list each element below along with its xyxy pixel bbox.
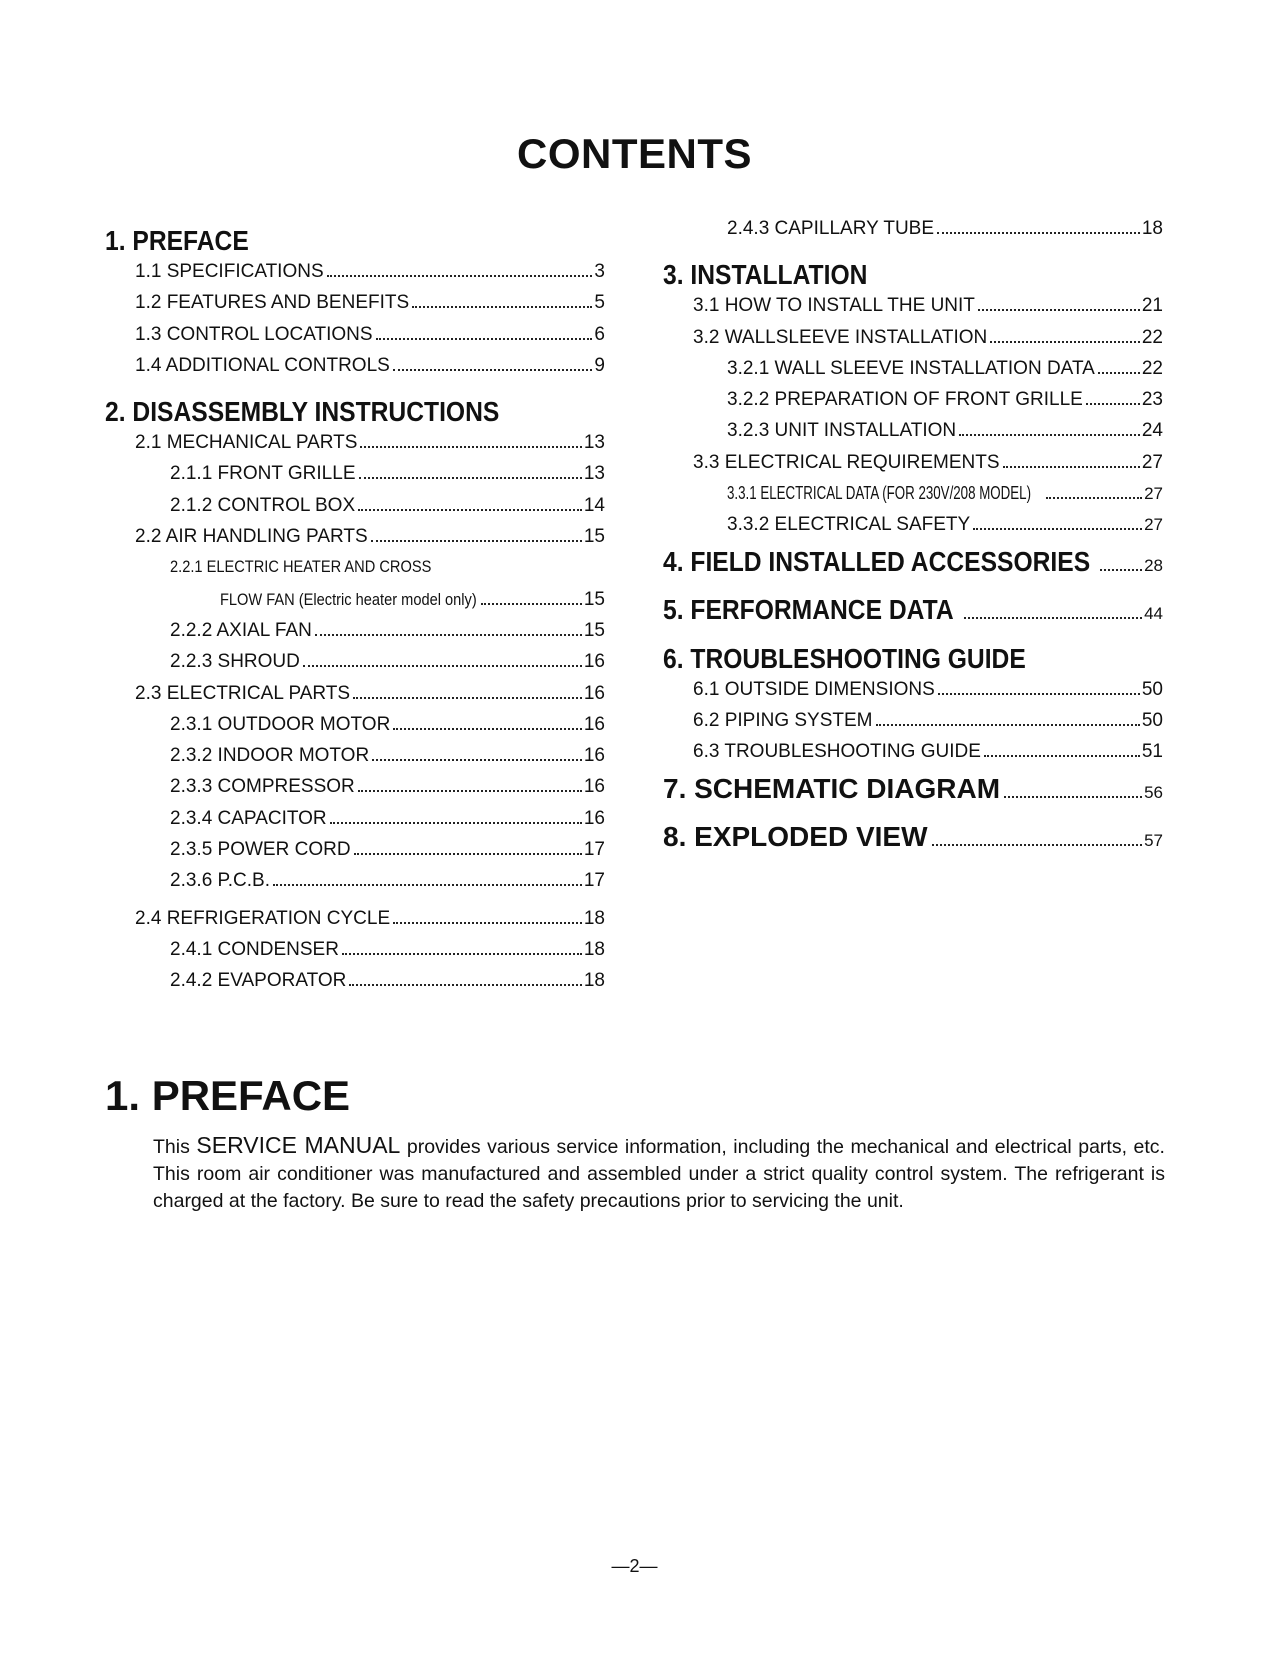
toc-entry-label: 3.2.1 WALL SLEEVE INSTALLATION DATA bbox=[727, 357, 1095, 379]
toc-entry-label: 3.3.2 ELECTRICAL SAFETY bbox=[727, 514, 971, 536]
toc-entry[interactable] bbox=[663, 741, 1163, 772]
toc-leader bbox=[959, 434, 1140, 436]
toc-entry-label: 2.3.2 INDOOR MOTOR bbox=[170, 745, 370, 767]
toc-entry-page: 16 bbox=[583, 776, 605, 798]
toc-entry-label: 3.1 HOW TO INSTALL THE UNIT bbox=[693, 295, 975, 317]
toc-leader bbox=[342, 953, 582, 955]
toc-entry-page: 16 bbox=[583, 807, 605, 829]
toc-entry-page: 57 bbox=[1144, 830, 1163, 850]
toc-entry-label: 2.3.1 OUTDOOR MOTOR bbox=[170, 713, 391, 735]
toc-entry[interactable] bbox=[105, 839, 605, 870]
toc-entry-page: 13 bbox=[583, 432, 605, 454]
toc-entry-page: 3 bbox=[594, 261, 605, 282]
toc-entry-page: 16 bbox=[583, 682, 605, 704]
toc-entry[interactable] bbox=[105, 620, 605, 651]
toc-entry[interactable] bbox=[105, 261, 605, 292]
toc-entry-label: 2.2.3 SHROUD bbox=[170, 651, 300, 673]
toc-leader bbox=[273, 884, 582, 886]
toc-entry[interactable] bbox=[663, 679, 1163, 710]
toc-right-column bbox=[663, 218, 1163, 864]
toc-entry-page: 15 bbox=[583, 588, 605, 610]
toc-leader bbox=[303, 665, 582, 667]
toc-entry[interactable] bbox=[105, 557, 605, 588]
toc-entry[interactable] bbox=[105, 292, 605, 323]
toc-entry-label: 1.3 CONTROL LOCATIONS bbox=[135, 323, 373, 345]
toc-leader bbox=[330, 822, 582, 824]
toc-entry-page: 28 bbox=[1144, 555, 1163, 575]
toc-entry-label: 1.4 ADDITIONAL CONTROLS bbox=[135, 354, 390, 376]
toc-entry-label: 6.2 PIPING SYSTEM bbox=[693, 709, 873, 731]
toc-section-label: 8. EXPLODED VIEW bbox=[663, 820, 928, 852]
toc-entry-label: 2.1.1 FRONT GRILLE bbox=[170, 463, 356, 485]
toc-entry-label: 2.1.2 CONTROL BOX bbox=[170, 494, 356, 516]
page-number: —2— bbox=[611, 1556, 658, 1576]
toc-entry-label: 2.4 REFRIGERATION CYCLE bbox=[135, 907, 391, 929]
toc-entry[interactable] bbox=[663, 710, 1163, 741]
toc-entry-page: 15 bbox=[583, 526, 605, 548]
toc-entry-label: 2.3.5 POWER CORD bbox=[170, 839, 351, 861]
toc-section-heading: 2. DISASSEMBLY INSTRUCTIONS bbox=[105, 396, 500, 428]
toc-leader bbox=[349, 984, 582, 986]
toc-entry[interactable] bbox=[105, 908, 605, 939]
toc-entry[interactable] bbox=[663, 420, 1163, 451]
toc-leader bbox=[359, 477, 582, 479]
toc-leader bbox=[393, 369, 593, 371]
toc-leader bbox=[412, 306, 592, 308]
page-title: CONTENTS bbox=[517, 130, 752, 177]
toc-entry-page: 6 bbox=[594, 323, 605, 345]
toc-entry-label: 3.3.1 ELECTRICAL DATA (FOR 230V/208 MODEL) bbox=[727, 483, 1032, 504]
toc-entry[interactable] bbox=[105, 714, 605, 745]
toc-leader bbox=[376, 338, 593, 340]
toc-entry-page: 14 bbox=[583, 494, 605, 516]
toc-entry-page: 50 bbox=[1141, 709, 1163, 731]
toc-leader bbox=[358, 790, 582, 792]
toc-leader bbox=[973, 528, 1142, 530]
toc-leader bbox=[393, 922, 582, 924]
toc-section-entry[interactable] bbox=[663, 546, 1163, 594]
toc-entry-page: 27 bbox=[1141, 451, 1163, 473]
toc-leader bbox=[393, 728, 582, 730]
toc-entry-page: 18 bbox=[1141, 218, 1163, 239]
toc-entry[interactable] bbox=[105, 432, 605, 463]
toc-entry-page: 24 bbox=[1141, 420, 1163, 442]
toc-leader bbox=[1046, 497, 1142, 499]
toc-entry[interactable] bbox=[105, 589, 605, 620]
toc-entry[interactable] bbox=[105, 495, 605, 526]
toc-leader bbox=[984, 755, 1140, 757]
toc-entry-label: 3.2.2 PREPARATION OF FRONT GRILLE bbox=[727, 389, 1083, 411]
toc-entry-page: 17 bbox=[583, 870, 605, 892]
toc-entry-label: 1.1 SPECIFICATIONS bbox=[135, 261, 324, 282]
toc-entry-page: 13 bbox=[583, 463, 605, 485]
toc-entry-page: 5 bbox=[594, 292, 605, 314]
toc-entry-page: 44 bbox=[1144, 603, 1163, 623]
preface-heading: 1. PREFACE bbox=[105, 1072, 351, 1119]
toc-entry-label: 2.3.6 P.C.B. bbox=[170, 870, 270, 892]
toc-leader bbox=[978, 309, 1140, 311]
toc-entry[interactable] bbox=[105, 683, 605, 714]
toc-entry-page: 16 bbox=[583, 745, 605, 767]
toc-leader bbox=[938, 693, 1140, 695]
toc-leader bbox=[932, 844, 1143, 846]
toc-entry[interactable] bbox=[105, 526, 605, 557]
toc-section-heading: 6. TROUBLESHOOTING GUIDE bbox=[663, 642, 1026, 674]
toc-entry-label: 3.2 WALLSLEEVE INSTALLATION bbox=[693, 326, 988, 348]
toc-entry[interactable] bbox=[105, 970, 605, 1001]
toc-leader bbox=[327, 275, 593, 277]
toc-entry-label: 2.4.3 CAPILLARY TUBE bbox=[727, 218, 935, 239]
toc-section-label: 7. SCHEMATIC DIAGRAM bbox=[663, 772, 1001, 804]
preface-text-rest: provides various service information, including the mechanical and electrical parts, etc. This room air conditioner was manufactured and assembled under a strict quality control system. The refrigerant is charged at the factory. Be sure to read the safety precautions prior to servicing the unit. bbox=[153, 1136, 1165, 1212]
toc-leader bbox=[1100, 569, 1142, 571]
toc-entry[interactable] bbox=[105, 776, 605, 807]
toc-entry-label: 2.4.2 EVAPORATOR bbox=[170, 970, 347, 992]
toc-entry[interactable] bbox=[105, 939, 605, 970]
toc-leader bbox=[353, 697, 582, 699]
toc-entry-page: 27 bbox=[1144, 515, 1163, 535]
toc-entry-label: FLOW FAN (Electric heater model only) bbox=[220, 589, 477, 609]
toc-entry-page: 27 bbox=[1144, 484, 1163, 504]
toc-entry-page: 17 bbox=[583, 839, 605, 861]
toc-section-entry[interactable] bbox=[663, 773, 1163, 821]
toc-leader bbox=[1003, 466, 1140, 468]
toc-leader bbox=[1098, 372, 1140, 374]
toc-leader bbox=[354, 853, 582, 855]
toc-entry-label: 2.2.1 ELECTRIC HEATER AND CROSS bbox=[170, 557, 432, 577]
toc-entry-page: 16 bbox=[583, 713, 605, 735]
toc-section-heading: 1. PREFACE bbox=[105, 225, 249, 256]
toc-entry-page: 23 bbox=[1141, 389, 1163, 411]
toc-entry-label: 6.3 TROUBLESHOOTING GUIDE bbox=[693, 741, 981, 763]
toc-section-label: 5. FERFORMANCE DATA bbox=[663, 593, 954, 625]
toc-section-heading: 3. INSTALLATION bbox=[663, 259, 868, 291]
toc-entry-label: 2.4.1 CONDENSER bbox=[170, 938, 339, 960]
toc-entry-page: 21 bbox=[1141, 295, 1163, 317]
toc-entry-page: 56 bbox=[1144, 782, 1163, 802]
toc-entry[interactable] bbox=[663, 483, 1163, 514]
toc-entry[interactable] bbox=[105, 324, 605, 355]
toc-entry[interactable] bbox=[663, 358, 1163, 389]
toc-entry-page: 18 bbox=[583, 970, 605, 992]
toc-entry-label: 2.3 ELECTRICAL PARTS bbox=[135, 682, 351, 704]
toc-leader bbox=[990, 341, 1140, 343]
toc-entry-page: 22 bbox=[1141, 326, 1163, 348]
toc-entry-page: 18 bbox=[583, 907, 605, 929]
toc-leader bbox=[358, 509, 582, 511]
toc-entry[interactable] bbox=[105, 870, 605, 901]
toc-entry[interactable] bbox=[105, 463, 605, 494]
toc-leader bbox=[372, 759, 582, 761]
toc-entry-page: 18 bbox=[583, 938, 605, 960]
toc-entry-label: 3.3 ELECTRICAL REQUIREMENTS bbox=[693, 451, 1000, 473]
toc-entry-page: 15 bbox=[583, 619, 605, 641]
toc-entry[interactable] bbox=[663, 389, 1163, 420]
toc-leader bbox=[371, 540, 582, 542]
toc-entry[interactable] bbox=[105, 745, 605, 776]
toc-entry-label: 2.2 AIR HANDLING PARTS bbox=[135, 526, 368, 548]
preface-text-start: This bbox=[153, 1136, 197, 1158]
toc-entry[interactable] bbox=[663, 514, 1163, 545]
toc-entry-label: 2.3.4 CAPACITOR bbox=[170, 807, 327, 829]
toc-entry-page: 16 bbox=[583, 651, 605, 673]
toc-leader bbox=[315, 634, 582, 636]
preface-text-emphasis: SERVICE MANUAL bbox=[196, 1132, 401, 1158]
toc-entry-label: 1.2 FEATURES AND BENEFITS bbox=[135, 292, 410, 314]
toc-section-label: 4. FIELD INSTALLED ACCESSORIES bbox=[663, 545, 1091, 577]
toc-entry[interactable] bbox=[663, 452, 1163, 483]
toc-entry[interactable] bbox=[663, 295, 1163, 326]
toc-leader bbox=[964, 617, 1142, 619]
toc-entry[interactable] bbox=[105, 651, 605, 682]
toc-leader bbox=[481, 603, 582, 605]
toc-section-entry[interactable] bbox=[663, 821, 1163, 864]
toc-entry-page: 22 bbox=[1141, 357, 1163, 379]
toc-entry[interactable] bbox=[663, 327, 1163, 358]
toc-leader bbox=[360, 446, 581, 448]
toc-entry-label: 2.2.2 AXIAL FAN bbox=[170, 619, 312, 641]
toc-leader bbox=[1004, 796, 1142, 798]
toc-entry-label: 2.1 MECHANICAL PARTS bbox=[135, 432, 358, 454]
toc-leader bbox=[1086, 403, 1140, 405]
toc-entry-page: 50 bbox=[1141, 678, 1163, 700]
toc-entry-page: 9 bbox=[594, 354, 605, 376]
toc-entry-label: 2.3.3 COMPRESSOR bbox=[170, 776, 355, 798]
preface-paragraph bbox=[153, 1132, 1165, 1215]
toc-leader bbox=[876, 724, 1140, 726]
toc-entry-page: 51 bbox=[1141, 741, 1163, 763]
toc-section-entry[interactable] bbox=[663, 594, 1163, 637]
toc-entry-label: 6.1 OUTSIDE DIMENSIONS bbox=[693, 678, 935, 700]
toc-entry[interactable] bbox=[105, 355, 605, 386]
toc-entry-label: 3.2.3 UNIT INSTALLATION bbox=[727, 420, 957, 442]
toc-entry[interactable] bbox=[105, 808, 605, 839]
toc-leader bbox=[937, 232, 1140, 234]
toc-left-column bbox=[105, 215, 605, 1002]
toc-entry[interactable] bbox=[663, 218, 1163, 249]
